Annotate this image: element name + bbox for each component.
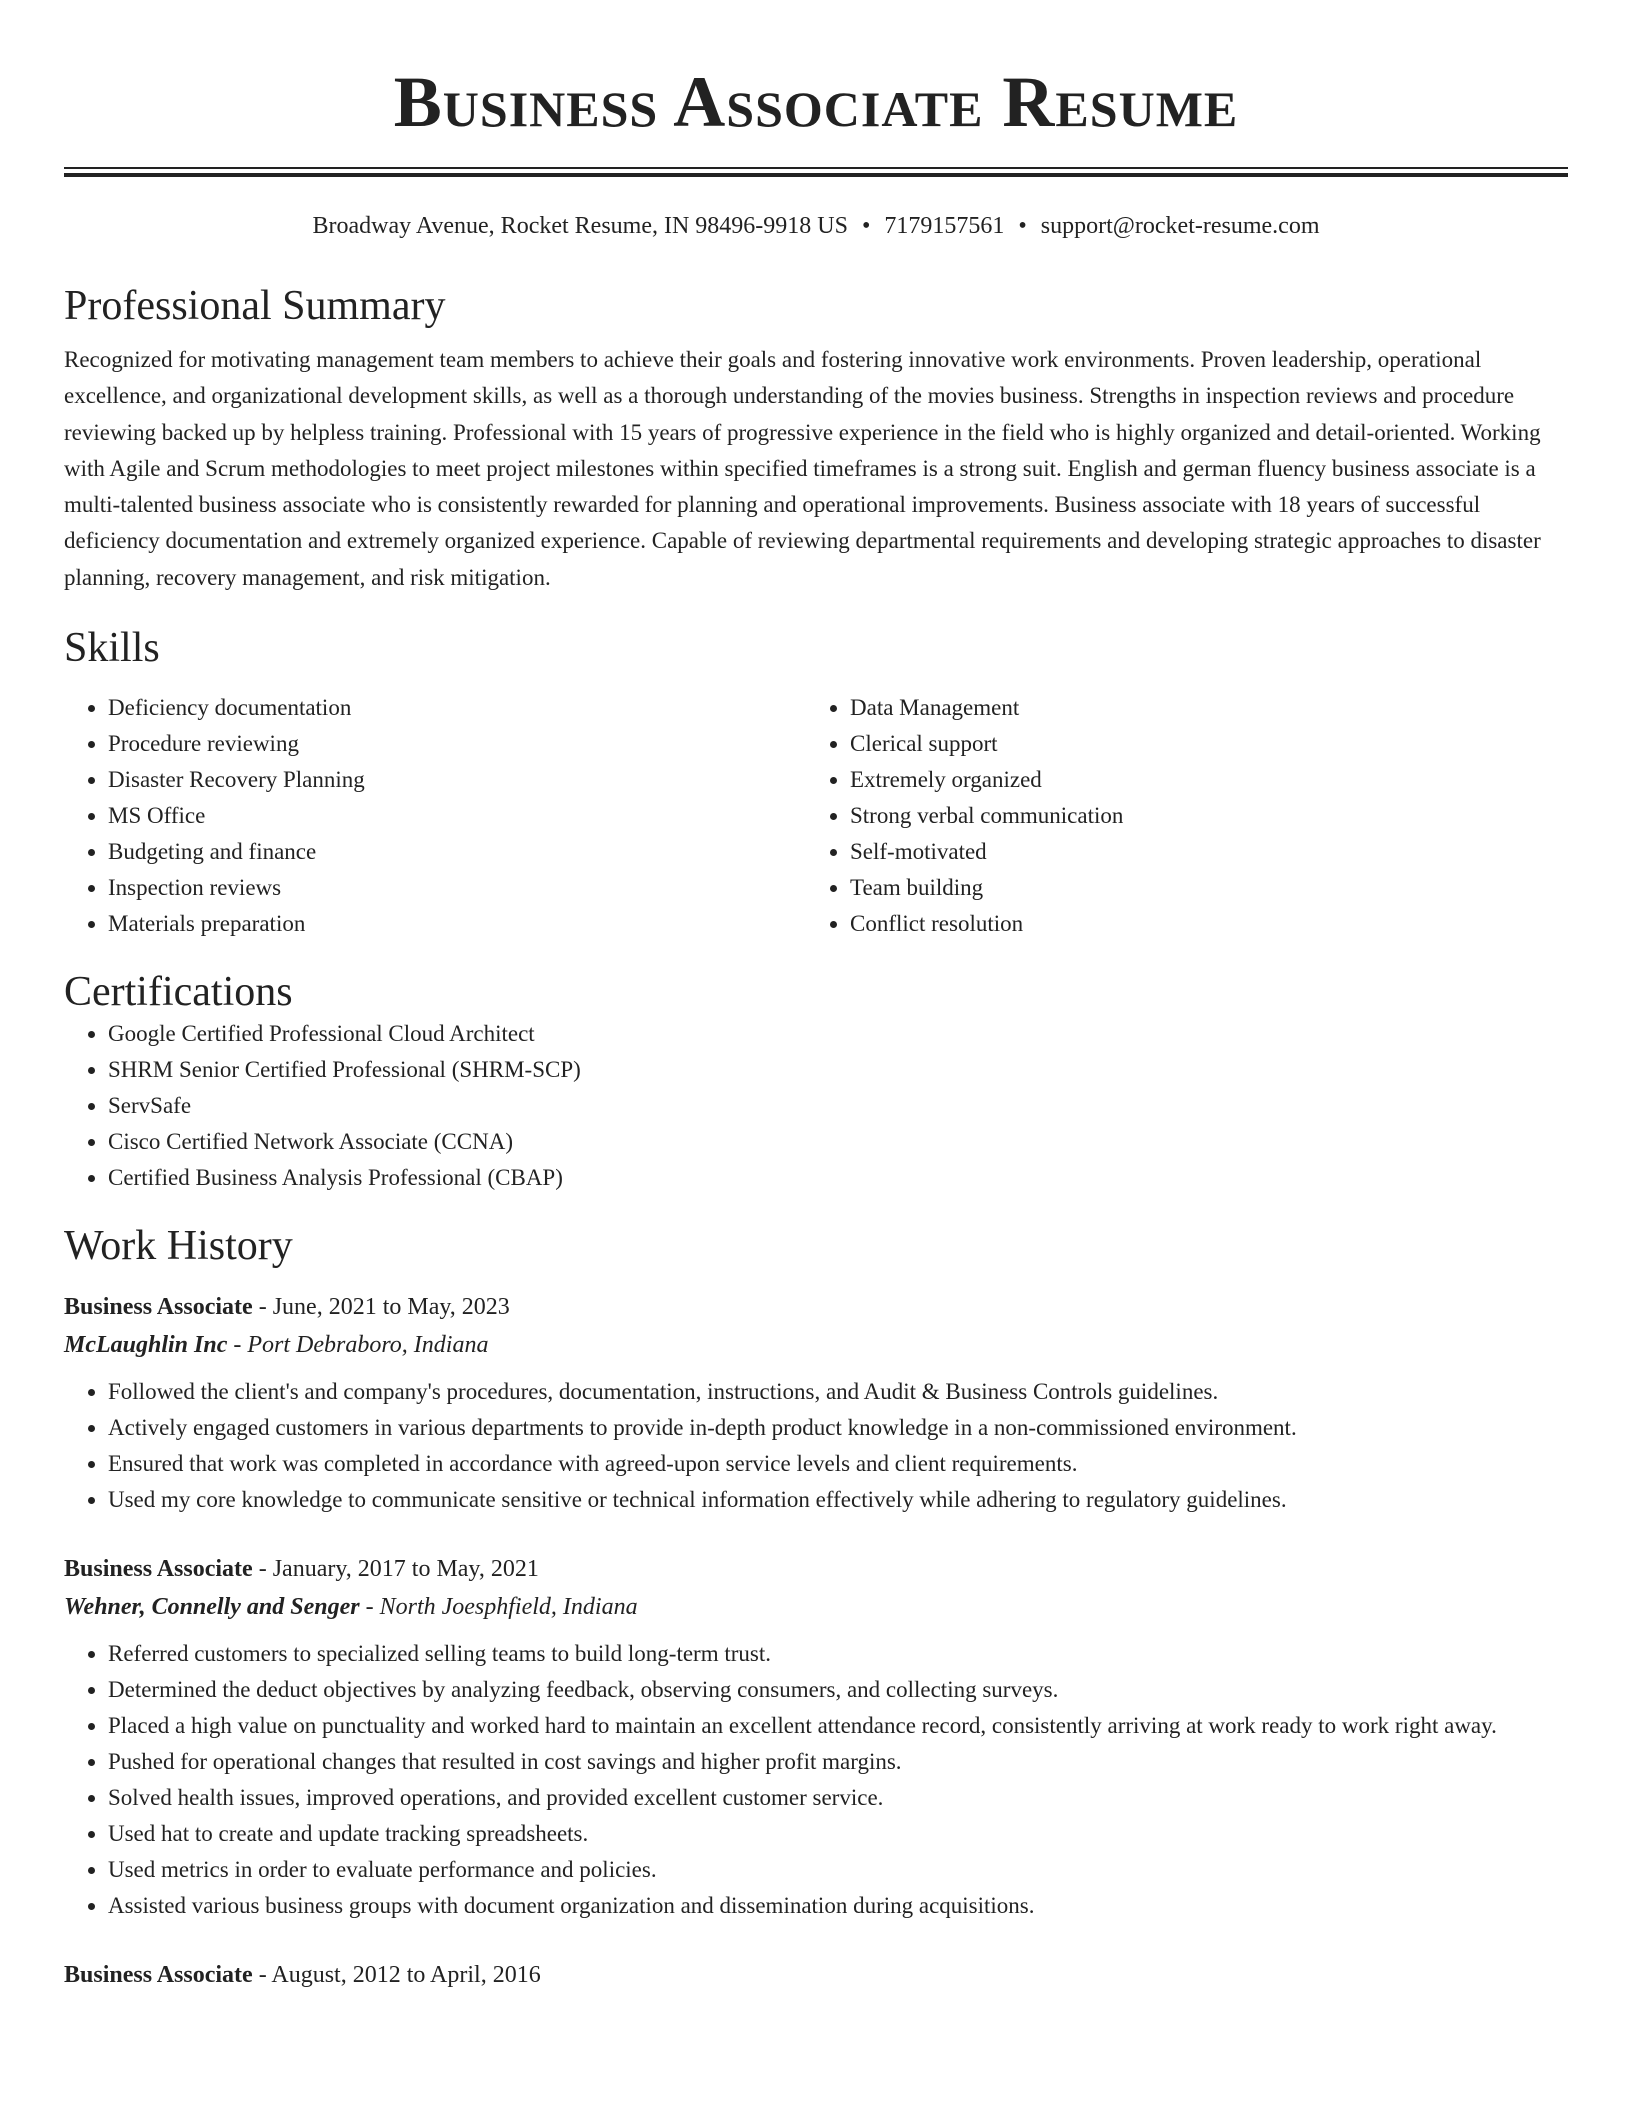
job-bullet: • Actively engaged customers in various departments to provide in-depth product knowledge in a non-commissioned environment. bbox=[108, 1410, 1568, 1446]
job-bullet: • Pushed for operational changes that resulted in cost savings and higher profit margins. bbox=[108, 1744, 1568, 1780]
job-bullet: • Used metrics in order to evaluate performance and policies. bbox=[108, 1852, 1568, 1888]
job-title-line bbox=[64, 1288, 1568, 1326]
job-entry bbox=[64, 1288, 1568, 1518]
job-bullet: • Determined the deduct objectives by analyzing feedback, observing consumers, and collecting surveys. bbox=[108, 1672, 1568, 1708]
skills-list-left bbox=[64, 690, 806, 942]
skill-item: • Self-motivated bbox=[850, 834, 1548, 870]
certifications-list bbox=[64, 1016, 1568, 1196]
certification-item: • Cisco Certified Network Associate (CCNA) bbox=[108, 1124, 1568, 1160]
job-company: Wehner, Connelly and Senger bbox=[64, 1594, 360, 1621]
job-location: - Port Debraboro, Indiana bbox=[227, 1332, 489, 1359]
skills-list-right bbox=[806, 690, 1548, 942]
job-location: - North Joesphfield, Indiana bbox=[359, 1594, 638, 1621]
job-bullet: • Followed the client's and company's procedures, documentation, instructions, and Audit & Business Controls guidelines. bbox=[108, 1374, 1568, 1410]
job-title-line bbox=[64, 1550, 1568, 1588]
certification-item: • ServSafe bbox=[108, 1088, 1568, 1124]
skill-item: • Materials preparation bbox=[108, 906, 806, 942]
skill-item: • MS Office bbox=[108, 798, 806, 834]
job-title: Business Associate bbox=[64, 1556, 253, 1583]
skills-column-right bbox=[806, 690, 1548, 942]
skill-item: • Deficiency documentation bbox=[108, 690, 806, 726]
job-company-line bbox=[64, 1588, 1568, 1626]
job-bullet: • Used hat to create and update tracking spreadsheets. bbox=[108, 1816, 1568, 1852]
job-entry bbox=[64, 1550, 1568, 1924]
skill-item: • Conflict resolution bbox=[850, 906, 1548, 942]
summary-heading: Professional Summary bbox=[64, 283, 446, 329]
job-title-line bbox=[64, 1956, 1568, 1994]
skill-item: • Data Management bbox=[850, 690, 1548, 726]
job-entry bbox=[64, 1956, 1568, 1994]
skill-item: • Inspection reviews bbox=[108, 870, 806, 906]
job-bullet: • Used my core knowledge to communicate sensitive or technical information effectively while adhering to regulatory guidelines. bbox=[108, 1482, 1568, 1518]
job-bullet: • Assisted various business groups with document organization and dissemination during acquisitions. bbox=[108, 1888, 1568, 1924]
skill-item: • Procedure reviewing bbox=[108, 726, 806, 762]
job-dates: - June, 2021 to May, 2023 bbox=[252, 1294, 510, 1321]
contact-address: Broadway Avenue, Rocket Resume, IN 98496-9918 US bbox=[312, 213, 848, 239]
skill-item: • Budgeting and finance bbox=[108, 834, 806, 870]
job-bullet: • Solved health issues, improved operations, and provided excellent customer service. bbox=[108, 1780, 1568, 1816]
job-bullets bbox=[64, 1374, 1568, 1518]
skill-item: • Strong verbal communication bbox=[850, 798, 1548, 834]
contact-separator: • bbox=[1018, 213, 1027, 239]
certification-item: • SHRM Senior Certified Professional (SHRM-SCP) bbox=[108, 1052, 1568, 1088]
skill-item: • Extremely organized bbox=[850, 762, 1548, 798]
job-dates: - August, 2012 to April, 2016 bbox=[252, 1962, 541, 1989]
skill-item: • Clerical support bbox=[850, 726, 1548, 762]
resume-title: Business Associate Resume bbox=[393, 62, 1239, 142]
job-dates: - January, 2017 to May, 2021 bbox=[252, 1556, 539, 1583]
contact-separator: • bbox=[861, 213, 871, 239]
job-company: McLaughlin Inc bbox=[64, 1332, 228, 1359]
certification-item: • Google Certified Professional Cloud Architect bbox=[108, 1016, 1568, 1052]
job-title: Business Associate bbox=[64, 1294, 253, 1321]
certification-item: • Certified Business Analysis Professional (CBAP) bbox=[108, 1160, 1568, 1196]
skills-column-left bbox=[64, 690, 806, 942]
skill-item: • Team building bbox=[850, 870, 1548, 906]
contact-phone: 7179157561 bbox=[884, 213, 1005, 239]
contact-email: support@rocket-resume.com bbox=[1040, 213, 1320, 239]
title-double-rule bbox=[64, 167, 1568, 177]
work-history-heading: Work History bbox=[64, 1223, 293, 1270]
job-bullet: • Referred customers to specialized selling teams to build long-term trust. bbox=[108, 1636, 1568, 1672]
summary-text: Recognized for motivating management team members to achieve their goals and fostering innovative work environments. Proven leadership, operational excellence, and organizational development skills, as well as a thorough understanding of the movies business. Strengths in inspection reviews and procedure reviewing backed up by helpless training. Professional with 15 years of progressive experience in the field who is highly organized and detail-oriented. Working with Agile and Scrum methodologies to meet project milestones within specified timeframes is a strong suit. English and german fluency business associate is a multi-talented business associate who is consistently rewarded for planning and operational improvements. Business associate with 18 years of successful deficiency documentation and extremely organized experience. Capable of reviewing departmental requirements and developing strategic approaches to disaster planning, recovery management, and risk mitigation. bbox=[64, 347, 1541, 590]
job-title: Business Associate bbox=[64, 1962, 253, 1989]
skill-item: • Disaster Recovery Planning bbox=[108, 762, 806, 798]
skills-heading: Skills bbox=[64, 625, 160, 672]
skills-grid bbox=[64, 690, 1568, 942]
job-bullet: • Ensured that work was completed in accordance with agreed-upon service levels and client requirements. bbox=[108, 1446, 1568, 1482]
job-bullets bbox=[64, 1636, 1568, 1924]
job-company-line bbox=[64, 1326, 1568, 1364]
job-bullet: • Placed a high value on punctuality and worked hard to maintain an excellent attendance record, consistently arriving at work ready to work right away. bbox=[108, 1708, 1568, 1744]
certifications-heading: Certifications bbox=[64, 969, 293, 1016]
contact-line bbox=[64, 210, 1568, 242]
